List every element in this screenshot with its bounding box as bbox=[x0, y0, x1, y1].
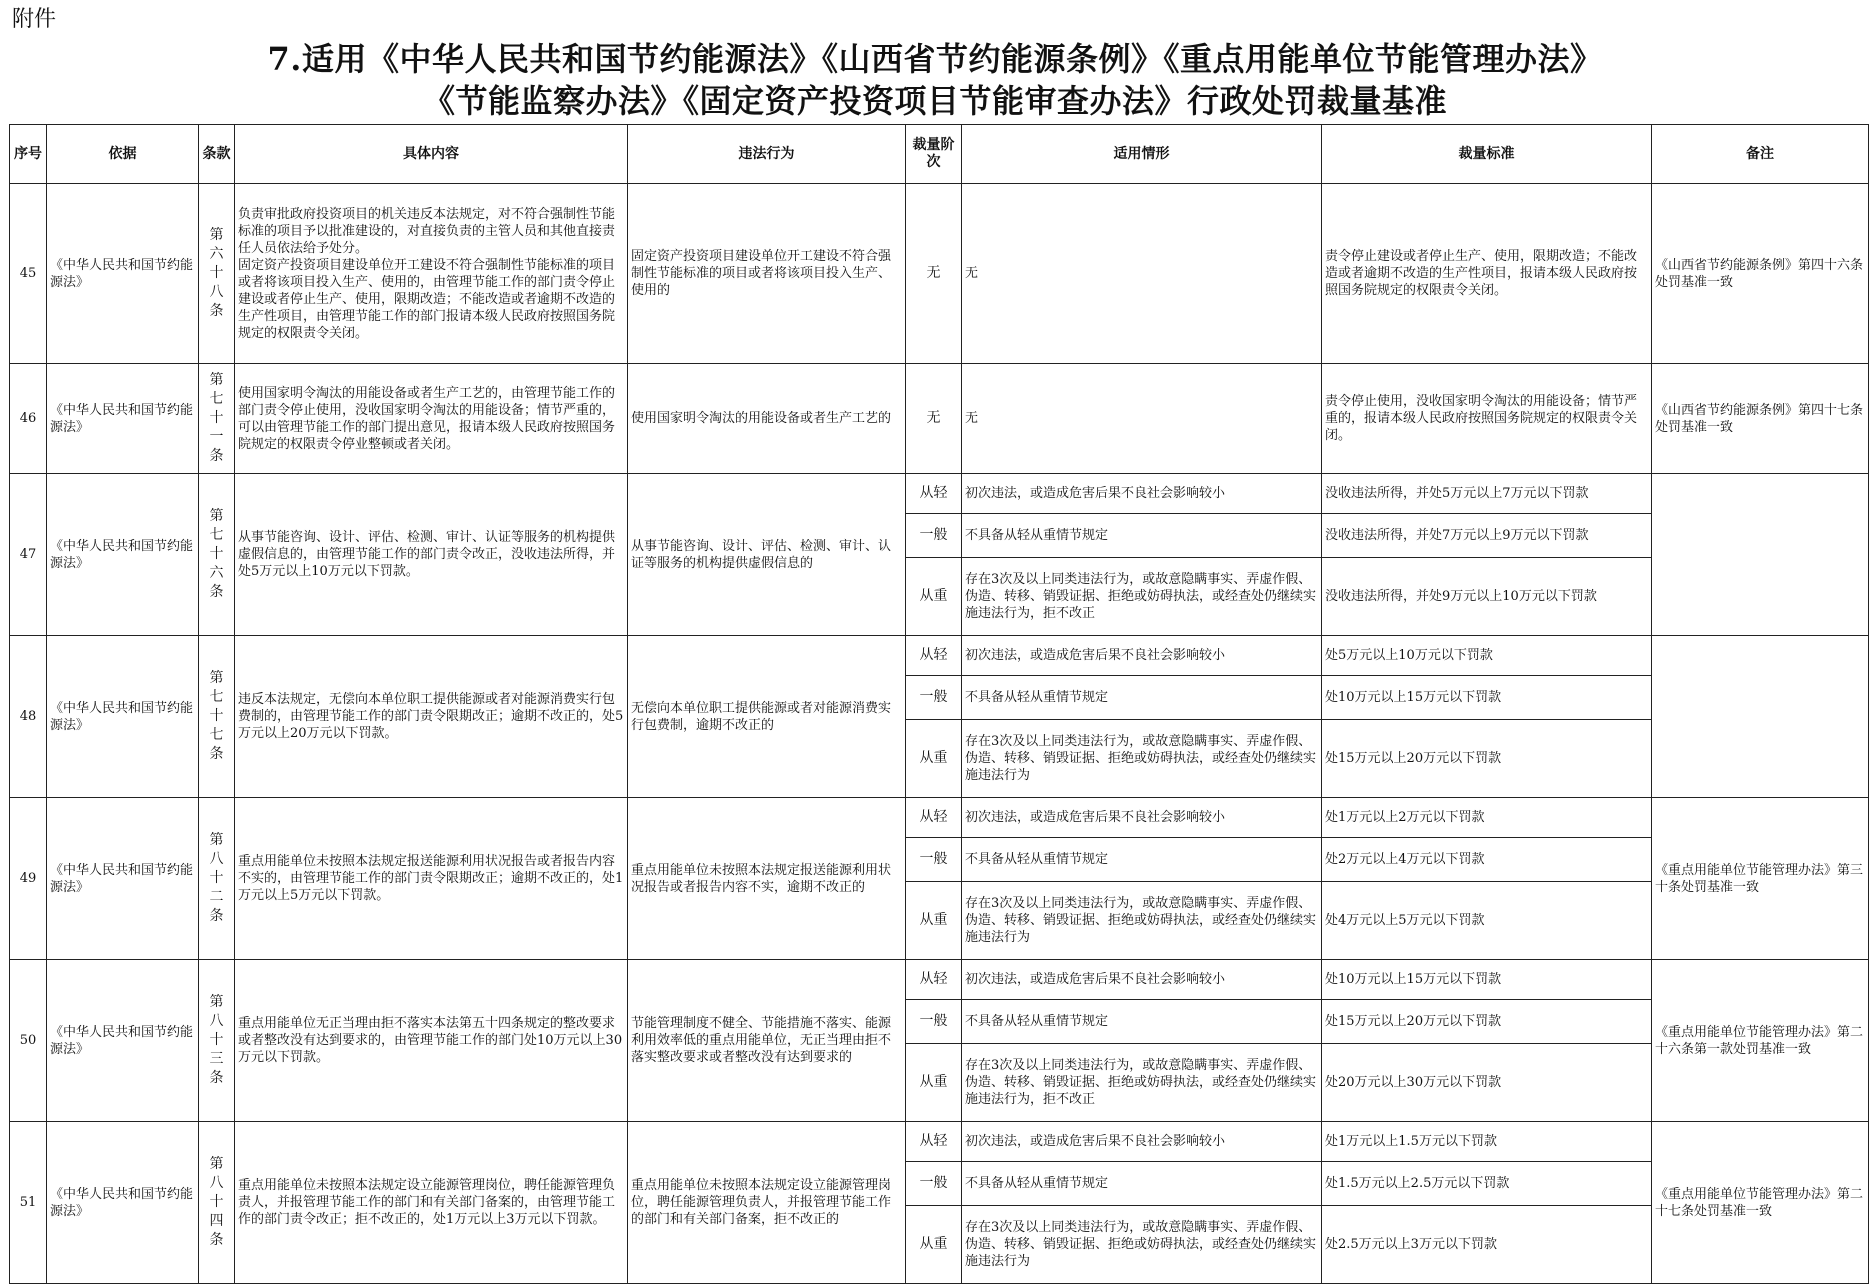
row-basis: 《中华人民共和国节约能源法》 bbox=[47, 1122, 199, 1284]
row-basis: 《中华人民共和国节约能源法》 bbox=[47, 798, 199, 960]
row-remark bbox=[1652, 474, 1869, 636]
row-basis: 《中华人民共和国节约能源法》 bbox=[47, 636, 199, 798]
row-basis: 《中华人民共和国节约能源法》 bbox=[47, 364, 199, 474]
header-behavior: 违法行为 bbox=[628, 125, 906, 184]
row-behavior: 使用国家明令淘汰的用能设备或者生产工艺的 bbox=[628, 364, 906, 474]
row-situation: 初次违法，或造成危害后果不良社会影响较小 bbox=[962, 1122, 1322, 1162]
row-situation: 初次违法，或造成危害后果不良社会影响较小 bbox=[962, 474, 1322, 514]
row-situation: 初次违法，或造成危害后果不良社会影响较小 bbox=[962, 636, 1322, 676]
row-content: 违反本法规定，无偿向本单位职工提供能源或者对能源消费实行包费制的，由管理节能工作的部门责令限期改正；逾期不改正的，处5万元以上20万元以下罚款。 bbox=[235, 636, 628, 798]
row-content: 从事节能咨询、设计、评估、检测、审计、认证等服务的机构提供虚假信息的，由管理节能工作的部门责令改正，没收违法所得，并处5万元以上10万元以下罚款。 bbox=[235, 474, 628, 636]
row-level: 从轻 bbox=[906, 798, 962, 838]
table-row bbox=[10, 960, 1869, 1000]
row-behavior: 重点用能单位未按照本法规定报送能源利用状况报告或者报告内容不实，逾期不改正的 bbox=[628, 798, 906, 960]
row-number: 45 bbox=[10, 184, 47, 364]
article-text: 第七十一条 bbox=[209, 372, 224, 464]
row-remark: 《重点用能单位节能管理办法》第三十条处罚基准一致 bbox=[1652, 798, 1869, 960]
row-standard: 没收违法所得，并处7万元以上9万元以下罚款 bbox=[1322, 514, 1652, 558]
page-title-line-1: 7.适用《中华人民共和国节约能源法》《山西省节约能源条例》《重点用能单位节能管理办法》 bbox=[267, 40, 1603, 78]
row-number: 46 bbox=[10, 364, 47, 474]
row-article bbox=[199, 798, 235, 960]
row-article bbox=[199, 364, 235, 474]
row-situation: 无 bbox=[962, 184, 1322, 364]
row-level: 无 bbox=[906, 184, 962, 364]
row-situation: 存在3次及以上同类违法行为，或故意隐瞒事实、弄虚作假、伪造、转移、销毁证据、拒绝或妨碍执法，或经查处仍继续实施违法行为 bbox=[962, 882, 1322, 960]
row-article bbox=[199, 474, 235, 636]
row-situation: 初次违法，或造成危害后果不良社会影响较小 bbox=[962, 960, 1322, 1000]
table-row bbox=[10, 798, 1869, 838]
row-content: 负责审批政府投资项目的机关违反本法规定，对不符合强制性节能标准的项目予以批准建设的，对直接负责的主管人员和其他直接责任人员依法给予处分。 固定资产投资项目建设单位开工建设不符合强制性节能标准的项目或者将该项目投入生产、使用的，由管理节能工作的部门责令停止建设或者停止生产、使用，限期改造；不能改造或者逾期不改造的生产性项目，由管理节能工作的部门报请本级人民政府按照国务院规定的权限责令关闭。 bbox=[235, 184, 628, 364]
row-number: 48 bbox=[10, 636, 47, 798]
row-standard: 处1万元以上1.5万元以下罚款 bbox=[1322, 1122, 1652, 1162]
table-header-row bbox=[10, 125, 1869, 184]
row-standard: 责令停止使用，没收国家明令淘汰的用能设备；情节严重的，报请本级人民政府按照国务院规定的权限责令关闭。 bbox=[1322, 364, 1652, 474]
row-content: 使用国家明令淘汰的用能设备或者生产工艺的，由管理节能工作的部门责令停止使用，没收国家明令淘汰的用能设备；情节严重的，可以由管理节能工作的部门提出意见，报请本级人民政府按照国务院规定的权限责令停业整顿或者关闭。 bbox=[235, 364, 628, 474]
row-standard: 处2.5万元以上3万元以下罚款 bbox=[1322, 1206, 1652, 1284]
article-text: 第六十八条 bbox=[209, 227, 224, 319]
row-content: 重点用能单位未按照本法规定报送能源利用状况报告或者报告内容不实的，由管理节能工作的部门责令限期改正；逾期不改正的，处1万元以上5万元以下罚款。 bbox=[235, 798, 628, 960]
row-remark bbox=[1652, 636, 1869, 798]
row-level: 一般 bbox=[906, 1162, 962, 1206]
header-content: 具体内容 bbox=[235, 125, 628, 184]
row-situation: 不具备从轻从重情节规定 bbox=[962, 1162, 1322, 1206]
row-standard: 处10万元以上15万元以下罚款 bbox=[1322, 676, 1652, 720]
row-remark: 《山西省节约能源条例》第四十六条处罚基准一致 bbox=[1652, 184, 1869, 364]
row-level: 从轻 bbox=[906, 1122, 962, 1162]
row-remark: 《重点用能单位节能管理办法》第二十七条处罚基准一致 bbox=[1652, 1122, 1869, 1284]
row-article bbox=[199, 184, 235, 364]
row-content: 重点用能单位无正当理由拒不落实本法第五十四条规定的整改要求或者整改没有达到要求的，由管理节能工作的部门处10万元以上30万元以下罚款。 bbox=[235, 960, 628, 1122]
row-number: 50 bbox=[10, 960, 47, 1122]
row-basis: 《中华人民共和国节约能源法》 bbox=[47, 474, 199, 636]
row-level: 从轻 bbox=[906, 474, 962, 514]
header-article: 条款 bbox=[199, 125, 235, 184]
header-standard: 裁量标准 bbox=[1322, 125, 1652, 184]
table-row bbox=[10, 184, 1869, 364]
article-text: 第八十四条 bbox=[209, 1156, 224, 1248]
row-remark: 《山西省节约能源条例》第四十七条处罚基准一致 bbox=[1652, 364, 1869, 474]
row-remark: 《重点用能单位节能管理办法》第二十六条第一款处罚基准一致 bbox=[1652, 960, 1869, 1122]
row-level: 一般 bbox=[906, 676, 962, 720]
row-standard: 责令停止建设或者停止生产、使用，限期改造；不能改造或者逾期不改造的生产性项目，报请本级人民政府按照国务院规定的权限责令关闭。 bbox=[1322, 184, 1652, 364]
header-basis: 依据 bbox=[47, 125, 199, 184]
row-standard: 处5万元以上10万元以下罚款 bbox=[1322, 636, 1652, 676]
table-row bbox=[10, 636, 1869, 676]
row-standard: 处15万元以上20万元以下罚款 bbox=[1322, 1000, 1652, 1044]
header-remark: 备注 bbox=[1652, 125, 1869, 184]
row-situation: 不具备从轻从重情节规定 bbox=[962, 838, 1322, 882]
row-article bbox=[199, 1122, 235, 1284]
header-level: 裁量阶次 bbox=[906, 125, 962, 184]
article-text: 第八十三条 bbox=[209, 994, 224, 1086]
header-situation: 适用情形 bbox=[962, 125, 1322, 184]
row-behavior: 无偿向本单位职工提供能源或者对能源消费实行包费制，逾期不改正的 bbox=[628, 636, 906, 798]
row-situation: 初次违法，或造成危害后果不良社会影响较小 bbox=[962, 798, 1322, 838]
row-standard: 处4万元以上5万元以下罚款 bbox=[1322, 882, 1652, 960]
table-row bbox=[10, 1122, 1869, 1162]
article-text: 第七十七条 bbox=[209, 670, 224, 762]
row-behavior: 固定资产投资项目建设单位开工建设不符合强制性节能标准的项目或者将该项目投入生产、使用的 bbox=[628, 184, 906, 364]
row-standard: 处2万元以上4万元以下罚款 bbox=[1322, 838, 1652, 882]
article-text: 第八十二条 bbox=[209, 832, 224, 924]
row-number: 47 bbox=[10, 474, 47, 636]
row-article bbox=[199, 636, 235, 798]
row-situation: 存在3次及以上同类违法行为，或故意隐瞒事实、弄虚作假、伪造、转移、销毁证据、拒绝或妨碍执法，或经查处仍继续实施违法行为，拒不改正 bbox=[962, 558, 1322, 636]
row-level: 一般 bbox=[906, 514, 962, 558]
row-level: 从重 bbox=[906, 882, 962, 960]
attachment-label: 附件 bbox=[12, 7, 57, 32]
row-level: 一般 bbox=[906, 1000, 962, 1044]
row-standard: 处1万元以上2万元以下罚款 bbox=[1322, 798, 1652, 838]
article-text: 第七十六条 bbox=[209, 508, 224, 600]
row-article bbox=[199, 960, 235, 1122]
row-situation: 无 bbox=[962, 364, 1322, 474]
row-behavior: 节能管理制度不健全、节能措施不落实、能源利用效率低的重点用能单位，无正当理由拒不落实整改要求或者整改没有达到要求的 bbox=[628, 960, 906, 1122]
row-standard: 处20万元以上30万元以下罚款 bbox=[1322, 1044, 1652, 1122]
row-situation: 不具备从轻从重情节规定 bbox=[962, 676, 1322, 720]
row-number: 51 bbox=[10, 1122, 47, 1284]
row-basis: 《中华人民共和国节约能源法》 bbox=[47, 184, 199, 364]
row-behavior: 从事节能咨询、设计、评估、检测、审计、认证等服务的机构提供虚假信息的 bbox=[628, 474, 906, 636]
row-level: 一般 bbox=[906, 838, 962, 882]
row-standard: 处10万元以上15万元以下罚款 bbox=[1322, 960, 1652, 1000]
row-situation: 存在3次及以上同类违法行为，或故意隐瞒事实、弄虚作假、伪造、转移、销毁证据、拒绝或妨碍执法，或经查处仍继续实施违法行为，拒不改正 bbox=[962, 1044, 1322, 1122]
row-situation: 不具备从轻从重情节规定 bbox=[962, 1000, 1322, 1044]
page-title-line-2: 《节能监察办法》《固定资产投资项目节能审查办法》行政处罚裁量基准 bbox=[422, 82, 1447, 120]
penalty-table bbox=[9, 124, 1869, 1284]
table-row bbox=[10, 474, 1869, 514]
row-situation: 存在3次及以上同类违法行为，或故意隐瞒事实、弄虚作假、伪造、转移、销毁证据、拒绝或妨碍执法，或经查处仍继续实施违法行为 bbox=[962, 720, 1322, 798]
row-situation: 不具备从轻从重情节规定 bbox=[962, 514, 1322, 558]
row-standard: 处15万元以上20万元以下罚款 bbox=[1322, 720, 1652, 798]
row-content: 重点用能单位未按照本法规定设立能源管理岗位，聘任能源管理负责人，并报管理节能工作的部门和有关部门备案的，由管理节能工作的部门责令改正；拒不改正的，处1万元以上3万元以下罚款。 bbox=[235, 1122, 628, 1284]
row-basis: 《中华人民共和国节约能源法》 bbox=[47, 960, 199, 1122]
header-no: 序号 bbox=[10, 125, 47, 184]
row-level: 从重 bbox=[906, 720, 962, 798]
row-number: 49 bbox=[10, 798, 47, 960]
row-level: 从重 bbox=[906, 1206, 962, 1284]
row-behavior: 重点用能单位未按照本法规定设立能源管理岗位，聘任能源管理负责人，并报管理节能工作的部门和有关部门备案，拒不改正的 bbox=[628, 1122, 906, 1284]
row-level: 无 bbox=[906, 364, 962, 474]
row-standard: 没收违法所得，并处5万元以上7万元以下罚款 bbox=[1322, 474, 1652, 514]
row-level: 从轻 bbox=[906, 960, 962, 1000]
row-level: 从重 bbox=[906, 558, 962, 636]
row-standard: 没收违法所得，并处9万元以上10万元以下罚款 bbox=[1322, 558, 1652, 636]
row-level: 从重 bbox=[906, 1044, 962, 1122]
row-standard: 处1.5万元以上2.5万元以下罚款 bbox=[1322, 1162, 1652, 1206]
row-situation: 存在3次及以上同类违法行为，或故意隐瞒事实、弄虚作假、伪造、转移、销毁证据、拒绝或妨碍执法，或经查处仍继续实施违法行为 bbox=[962, 1206, 1322, 1284]
row-level: 从轻 bbox=[906, 636, 962, 676]
table-row bbox=[10, 364, 1869, 474]
